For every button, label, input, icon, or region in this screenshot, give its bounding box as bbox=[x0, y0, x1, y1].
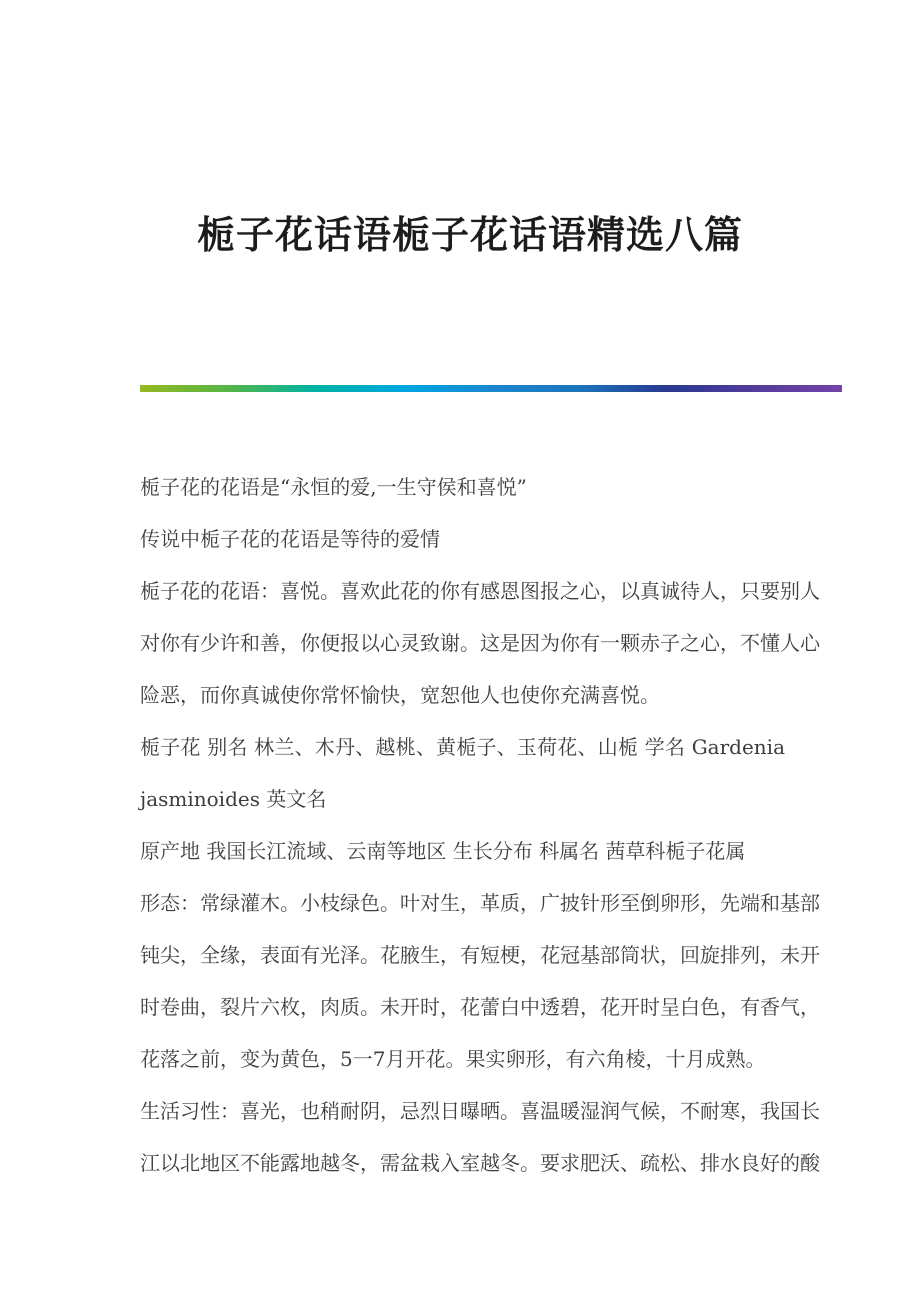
paragraph bbox=[140, 877, 820, 1085]
text-line: 时卷曲，裂片六枚，肉质。未开时，花蕾白中透碧，花开时呈白色，有香气， bbox=[140, 995, 820, 1019]
text-line: 栀子花的花语是“永恒的爱,一生守侯和喜悦” bbox=[140, 475, 527, 499]
document-body bbox=[140, 461, 820, 1189]
text-line: jasminoides 英文名 bbox=[140, 787, 327, 811]
paragraph bbox=[140, 721, 785, 825]
paragraph bbox=[140, 825, 785, 877]
text-line: 花落之前，变为黄色，5一7月开花。果实卵形，有六角棱，十月成熟。 bbox=[140, 1047, 766, 1071]
text-line: 原产地 我国长江流域、云南等地区 生长分布 科属名 茜草科栀子花属 bbox=[140, 839, 746, 863]
text-line: 栀子花的花语：喜悦。喜欢此花的你有感恩图报之心，以真诚待人，只要别人 bbox=[140, 579, 820, 603]
text-line: 生活习性：喜光，也稍耐阴，忌烈日曝晒。喜温暖湿润气候，不耐寒，我国长 bbox=[140, 1099, 820, 1123]
paragraph bbox=[140, 513, 785, 565]
text-line: 对你有少许和善，你便报以心灵致谢。这是因为你有一颗赤子之心，不懂人心 bbox=[140, 631, 820, 655]
paragraph bbox=[140, 461, 785, 513]
text-line: 形态：常绿灌木。小枝绿色。叶对生，革质，广披针形至倒卵形，先端和基部 bbox=[140, 891, 820, 915]
paragraph bbox=[140, 565, 820, 721]
paragraph bbox=[140, 1085, 820, 1189]
gradient-divider bbox=[140, 385, 842, 392]
text-line: 钝尖，全缘，表面有光泽。花腋生，有短梗，花冠基部筒状，回旋排列，未开 bbox=[140, 943, 820, 967]
text-line: 传说中栀子花的花语是等待的爱情 bbox=[140, 527, 440, 551]
text-line: 险恶，而你真诚使你常怀愉快，宽恕他人也使你充满喜悦。 bbox=[140, 683, 660, 707]
document-title: 栀子花话语栀子花话语精选八篇 bbox=[197, 212, 744, 257]
text-line: 栀子花 别名 林兰、木丹、越桃、黄栀子、玉荷花、山栀 学名 Gardenia bbox=[140, 735, 785, 759]
text-line: 江以北地区不能露地越冬，需盆栽入室越冬。要求肥沃、疏松、排水良好的酸 bbox=[140, 1151, 820, 1175]
